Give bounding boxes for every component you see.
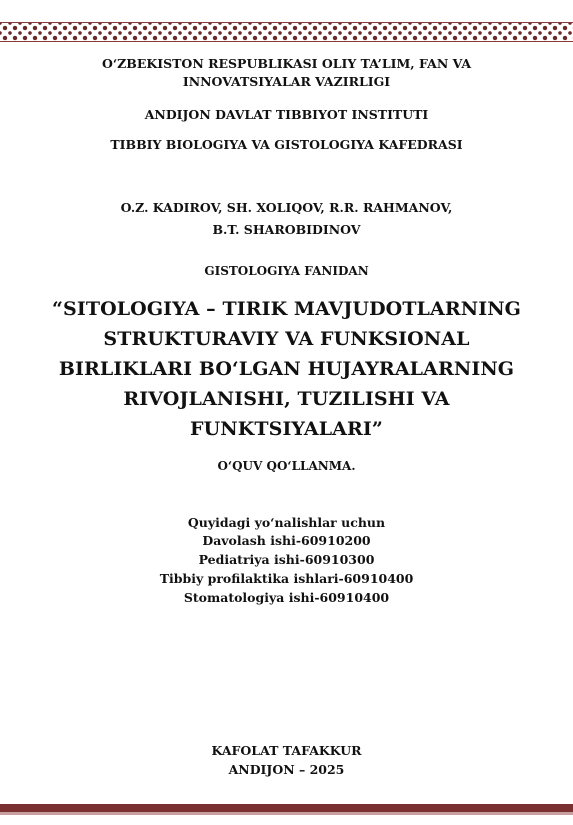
- authors-line-1: O.Z. KADIROV, SH. XOLIQOV, R.R. RAHMANOV,: [120, 200, 453, 215]
- book-title-line-3: BIRLIKLARI BO‘LGAN HUJAYRALARNING: [58, 358, 515, 380]
- ministry-line-1: O‘ZBEKISTON RESPUBLIKASI OLIY TA’LIM, FAN VA: [101, 56, 472, 71]
- department-name: TIBBIY BIOLOGIYA VA GISTOLOGIYA KAFEDRASI: [110, 137, 463, 152]
- decorative-bottom-border: [0, 804, 573, 812]
- publisher-name: KAFOLAT TAFAKKUR: [211, 743, 362, 758]
- book-title-line-2: STRUKTURAVIY VA FUNKSIONAL: [103, 328, 470, 350]
- audience-item: Tibbiy profilaktika ishlari-60910400: [159, 571, 414, 586]
- ministry-line-2: INNOVATSIYALAR VAZIRLIGI: [182, 74, 391, 89]
- book-title-line-4: RIVOJLANISHI, TUZILISHI VA: [123, 388, 450, 410]
- place-and-year: ANDIJON – 2025: [228, 762, 345, 777]
- audience-item: Pediatriya ishi-60910300: [198, 552, 375, 567]
- authors-line-2: B.T. SHAROBIDINOV: [212, 222, 361, 237]
- audience-intro: Quyidagi yo‘nalishlar uchun: [187, 515, 386, 530]
- audience-item: Stomatologiya ishi-60910400: [183, 590, 390, 605]
- institute-name: ANDIJON DAVLAT TIBBIYOT INSTITUTI: [144, 107, 429, 122]
- subject-label: GISTOLOGIYA FANIDAN: [204, 264, 369, 278]
- book-title-line-5: FUNKTSIYALARI”: [190, 418, 383, 440]
- audience-item: Davolash ishi-60910200: [202, 533, 371, 548]
- book-title-line-1: “SITOLOGIYA – TIRIK MAVJUDOTLARNING: [52, 298, 521, 320]
- document-type: O‘QUV QO‘LLANMA.: [217, 459, 356, 473]
